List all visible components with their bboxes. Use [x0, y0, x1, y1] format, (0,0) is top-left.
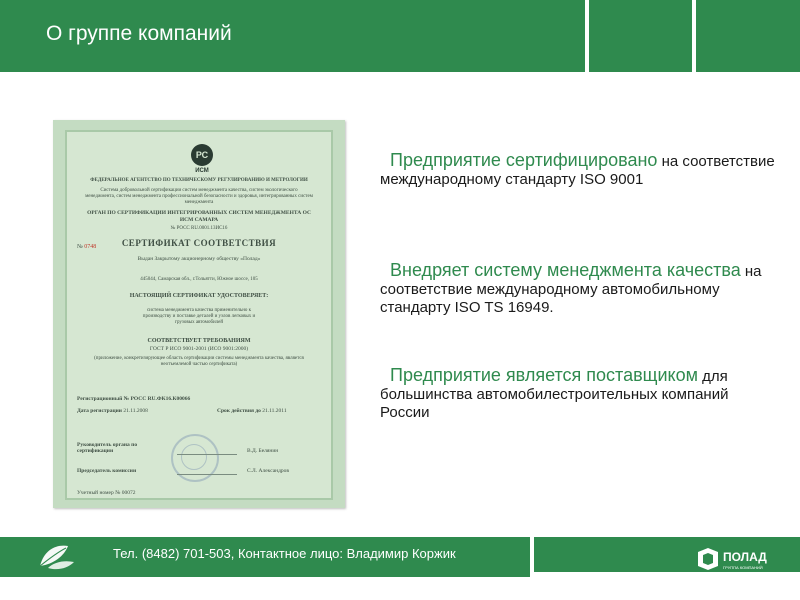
header-block	[696, 0, 800, 72]
certificate-conforms: СООТВЕТСТВУЕТ ТРЕБОВАНИЯМ	[147, 338, 251, 344]
bullet-quality-system: Внедряет систему менеджмента качества на соответствие международному автомобильному стандарту ISO TS 16949.	[380, 260, 762, 316]
certificate-frame	[65, 130, 333, 500]
certificate-system: Система добровольной сертификации систем менеджмента качества, систем экологического менеджмента, систем менеджмента профессиональной безопасности и здоровья, интегрированных систем менеджмента	[85, 188, 313, 205]
certificate-title: СЕРТИФИКАТ СООТВЕТСТВИЯ	[121, 238, 277, 248]
brand-name: ПОЛАД	[723, 550, 767, 564]
certificate-chair-name: С.Л. Александров	[247, 468, 290, 474]
signature-line	[177, 474, 237, 475]
footer-divider	[530, 537, 534, 577]
certificate-head-name: В.Д. Белянин	[247, 448, 279, 454]
brand-subtitle: ГРУППА КОМПАНИЙ	[723, 565, 763, 570]
certification-logo-icon: РС	[191, 144, 213, 166]
certificate-certifies: НАСТОЯЩИЙ СЕРТИФИКАТ УДОСТОВЕРЯЕТ:	[129, 293, 269, 299]
certificate-chair-label: Председатель комиссии	[77, 468, 137, 474]
page-title: О группе компаний	[46, 22, 232, 45]
certificate-organ-reg: № РОСС RU.0001.13ИС16	[170, 226, 228, 231]
certificate-reg-number: Регистрационный № РОСС RU.ФК16.К00066	[77, 396, 191, 402]
contact-info: Тел. (8482) 701-503, Контактное лицо: Владимир Коржик	[113, 546, 456, 561]
bullet-certified: Предприятие сертифицировано на соответствие международному стандарту ISO 9001	[380, 150, 775, 188]
certificate-address: 445044, Самарская обл., г.Тольятти, Южное шоссе, 105	[140, 277, 258, 282]
certificate-head-label: Руководитель органа по сертификации	[77, 442, 138, 454]
leaf-logo-icon	[34, 538, 78, 577]
certificate-valid: Срок действия до 21.11.2011	[217, 408, 287, 414]
certificate-date: Дата регистрации 21.11.2008	[77, 408, 148, 414]
certificate-standard: ГОСТ Р ИСО 9001-2001 (ИСО 9001:2000)	[149, 346, 249, 352]
certificate-number: № 0748	[77, 244, 97, 250]
certificate-agency: ФЕДЕРАЛЬНОЕ АГЕНТСТВО ПО ТЕХНИЧЕСКОМУ РЕГУЛИРОВАНИЮ И МЕТРОЛОГИИ	[90, 178, 308, 183]
certificate-account: Учетный номер № 00072	[77, 490, 136, 496]
certificate-organ: ОРГАН ПО СЕРТИФИКАЦИИ ИНТЕГРИРОВАННЫХ СИСТЕМ МЕНЕДЖМЕНТА ОС ИСМ САМАРА	[87, 210, 311, 223]
certificate-note: (приложение, конкретизирующее область сертификации системы менеджмента качества, является неотъемлемой частью сертификата)	[94, 356, 304, 367]
polad-logo	[696, 544, 776, 579]
certificate-issued-to: Выдан Закрытому акционерному обществу «Полад»	[137, 256, 261, 262]
certificate-scope: система менеджмента качества применительно к производству и поставке деталей и узлов легковых и грузовых автомобилей	[142, 308, 256, 325]
header-block	[589, 0, 692, 72]
bullet-supplier: Предприятие является поставщиком для большинства автомобилестроительных компаний России	[380, 365, 729, 421]
footer-bar-tail	[0, 572, 530, 577]
certification-logo-caption: ИСМ	[195, 168, 209, 174]
certificate-image	[53, 120, 345, 508]
signature-line	[177, 454, 237, 455]
